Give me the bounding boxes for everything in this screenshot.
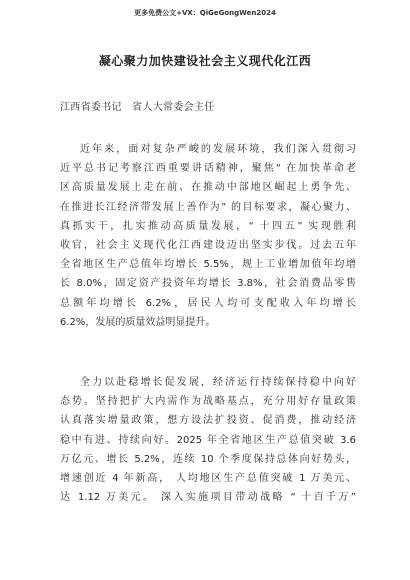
paragraph-line: 近年来，面对复杂严峻的发展环境，我们深入贯彻习 xyxy=(80,144,356,155)
document-title: 凝心聚力加快建设社会主义现代化江西 xyxy=(98,54,312,68)
paragraph-line: 近平总书记考察江西重要讲话精神，聚焦“ 在加快革命老 xyxy=(60,163,356,175)
paragraph-line: 增速创近 4 年新高， 人均地区生产总值突破 1 万美元、 xyxy=(60,472,356,484)
author-line: 江西省委书记 省人大常委会主任 xyxy=(60,102,215,113)
paragraph-line: 全省地区生产总值年均增长 5.5%，规上工业增加值年均增 xyxy=(60,259,356,271)
paragraph-line: 稳中有进、持续向好。2025 年全省地区生产总值突破 3.6 xyxy=(60,434,356,446)
paragraph-line: 真抓实干，扎实推动高质量发展，“ 十四五” 实现胜利 xyxy=(60,220,356,232)
paragraph-1 xyxy=(60,140,356,332)
paragraph-line: 万亿元、增长 5.2%，连续 10 个季度保持总体向好势头， xyxy=(60,453,356,465)
paragraph-line: 收官，社会主义现代化江西建设迈出坚实步伐。过去五年 xyxy=(60,239,356,251)
paragraph-line: 达 1.12 万美元。 深入实施项目带动战略 “ 十百千万” xyxy=(60,492,356,504)
paragraph-line: 总额年均增长 6.2%，居民人均可支配收入年均增长 xyxy=(60,297,356,309)
paragraph-line: 6.2%，发展的质量效益明显提升。 xyxy=(60,316,216,328)
paragraph-2 xyxy=(60,373,356,507)
paragraph-line: 态势。坚持把扩大内需作为战略基点，充分用好存量政策 xyxy=(60,396,356,408)
paragraph-line: 区高质量发展上走在前、在推动中部地区崛起上勇争先、 xyxy=(60,182,356,194)
header-note: 更多免费公文+VX：QiGeGongWen2024 xyxy=(134,9,276,17)
paragraph-line: 认真落实增量政策，想方设法扩投资、促消费，推动经济 xyxy=(60,415,356,427)
paragraph-line: 在推进长江经济带发展上善作为” 的目标要求，凝心聚力、 xyxy=(60,201,356,213)
paragraph-line: 长 8.0%，固定资产投资年均增长 3.8%，社会消费品零售 xyxy=(60,278,356,290)
paragraph-line: 全力以赴稳增长促发展，经济运行持续保持稳中向好 xyxy=(80,377,356,388)
